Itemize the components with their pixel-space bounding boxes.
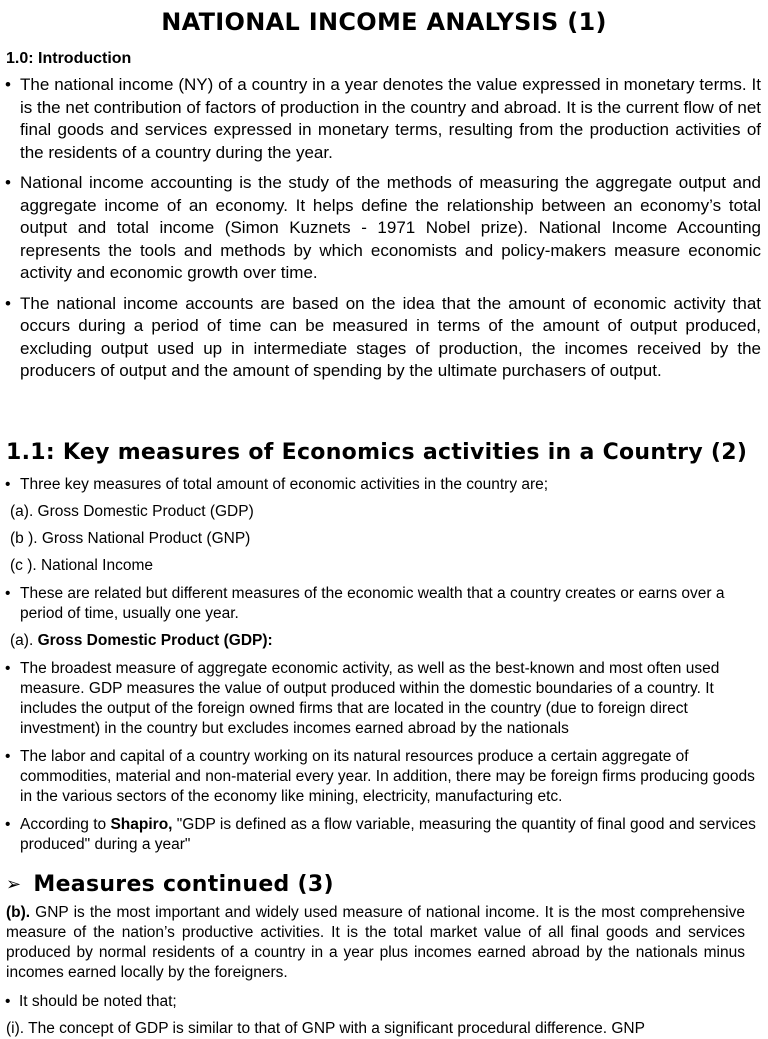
gnp-text: GNP is the most important and widely used measure of national income. It is the most comprehensive measure of the nation’s productive activities. It is the total market value of all final goods and services produced by normal residents of a country in a year plus incomes earned abroad by the nationals minus incomes earned locally by the foreigners. bbox=[6, 904, 745, 981]
measure-item-gdp: (a). Gross Domestic Product (GDP) bbox=[10, 503, 254, 520]
gdp-prefix: (a). bbox=[10, 632, 38, 649]
slide-title: Measures continued (3) bbox=[33, 872, 334, 897]
list-item: • The national income (NY) of a country in a year denotes the value expressed in monetary terms. It is the net contribution of factors of production in the country and abroad. It is the current flow of net final goods and services expressed in monetary terms, resulting from the production activities of the residents of a country during the year. bbox=[0, 74, 761, 164]
measure-item-national-income: (c ). National Income bbox=[10, 557, 153, 574]
shapiro-name: Shapiro, bbox=[110, 816, 173, 833]
list-item: • The national income accounts are based on the idea that the amount of economic activity that occurs during a period of time can be measured in terms of the amount of output produced, excluding output used up in intermediate stages of production, the incomes received by the producers of output and the amount of spending by the ultimate purchasers of output. bbox=[0, 293, 761, 383]
arrow-bullet-icon: ➢ bbox=[6, 874, 22, 895]
section-heading-introduction: 1.0: Introduction bbox=[6, 50, 132, 67]
list-item: • The broadest measure of aggregate economic activity, as well as the best-known and most often used measure. GDP measures the value of output produced within the domestic boundaries of a country. It includes the output of the foreign owned firms that are located in the country (due to foreign direct investment) in the country but excludes incomes earned abroad by the nationals bbox=[0, 659, 761, 739]
slide-national-income-analysis bbox=[0, 0, 768, 434]
list-item: • The labor and capital of a country working on its natural resources produce a certain aggregate of commodities, material and non-material every year. In addition, there may be foreign firms producing goods in the various sectors of the economy like mining, electricity, manufacturing etc. bbox=[0, 747, 761, 807]
list-item-shapiro bbox=[0, 815, 761, 855]
gdp-heading bbox=[10, 631, 768, 651]
shapiro-prefix: According to bbox=[20, 816, 111, 833]
list-item: • Three key measures of total amount of economic activities in the country are; bbox=[0, 475, 761, 495]
gnp-paragraph bbox=[6, 903, 745, 983]
list-item: • These are related but different measures of the economic wealth that a country creates or earns over a period of time, usually one year. bbox=[0, 584, 761, 624]
truncated-line: (i). The concept of GDP is similar to that of GNP with a significant procedural difference. GNP bbox=[6, 1020, 645, 1037]
shapiro-quote: "GDP is defined as a flow variable, measuring the quantity of final good and services produced" during a year" bbox=[20, 816, 756, 853]
slide-measures-continued bbox=[0, 864, 768, 1037]
list-item: • It should be noted that; bbox=[0, 992, 761, 1012]
slide-title: 1.1: Key measures of Economics activities in a Country (2) bbox=[6, 440, 748, 465]
gdp-heading-text: Gross Domestic Product (GDP): bbox=[37, 632, 273, 649]
slide-title-row bbox=[0, 864, 768, 897]
slide-title: NATIONAL INCOME ANALYSIS (1) bbox=[161, 8, 607, 36]
slide-key-measures bbox=[0, 434, 768, 864]
gnp-label: (b). bbox=[6, 904, 31, 921]
measure-item-gnp: (b ). Gross National Product (GNP) bbox=[10, 530, 251, 547]
list-item: • National income accounting is the study of the methods of measuring the aggregate output and aggregate income of an economy. It helps define the relationship between an economy’s total output and total income (Simon Kuznets - 1971 Nobel prize). National Income Accounting represents the tools and methods by which economists and policy-makers measure economic activity and economic growth over time. bbox=[0, 172, 761, 285]
